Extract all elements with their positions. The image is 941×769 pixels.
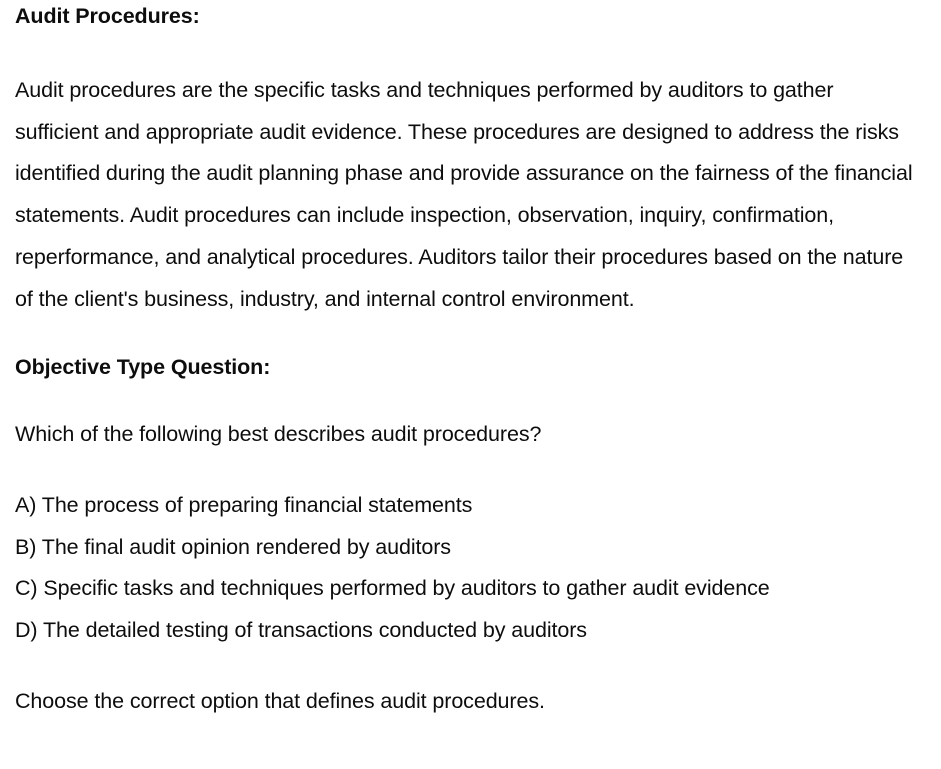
option-c: C) Specific tasks and techniques performed by auditors to gather audit evidence	[15, 576, 770, 601]
instruction-text: Choose the correct option that defines audit procedures.	[15, 688, 545, 713]
section-heading-objective-question: Objective Type Question:	[15, 355, 271, 380]
option-b: B) The final audit opinion rendered by auditors	[15, 534, 451, 559]
section-heading-audit-procedures: Audit Procedures:	[15, 4, 200, 28]
document-body	[15, 0, 920, 722]
option-d: D) The detailed testing of transactions conducted by auditors	[15, 618, 587, 643]
question-text: Which of the following best describes audit procedures?	[15, 422, 542, 447]
option-a: A) The process of preparing financial statements	[15, 492, 473, 517]
answer-options-list	[15, 485, 920, 652]
audit-procedures-paragraph: Audit procedures are the specific tasks and techniques performed by auditors to gather sufficient and appropriate audit evidence. These procedures are designed to address the risks identified during the audit planning phase and provide assurance on the fairness of the financial statements. Audit procedures can include inspection, observation, inquiry, confirmation, reperformance, and analytical procedures. Auditors tailor their procedures based on the nature of the client's business, industry, and internal control environment.	[15, 78, 913, 311]
